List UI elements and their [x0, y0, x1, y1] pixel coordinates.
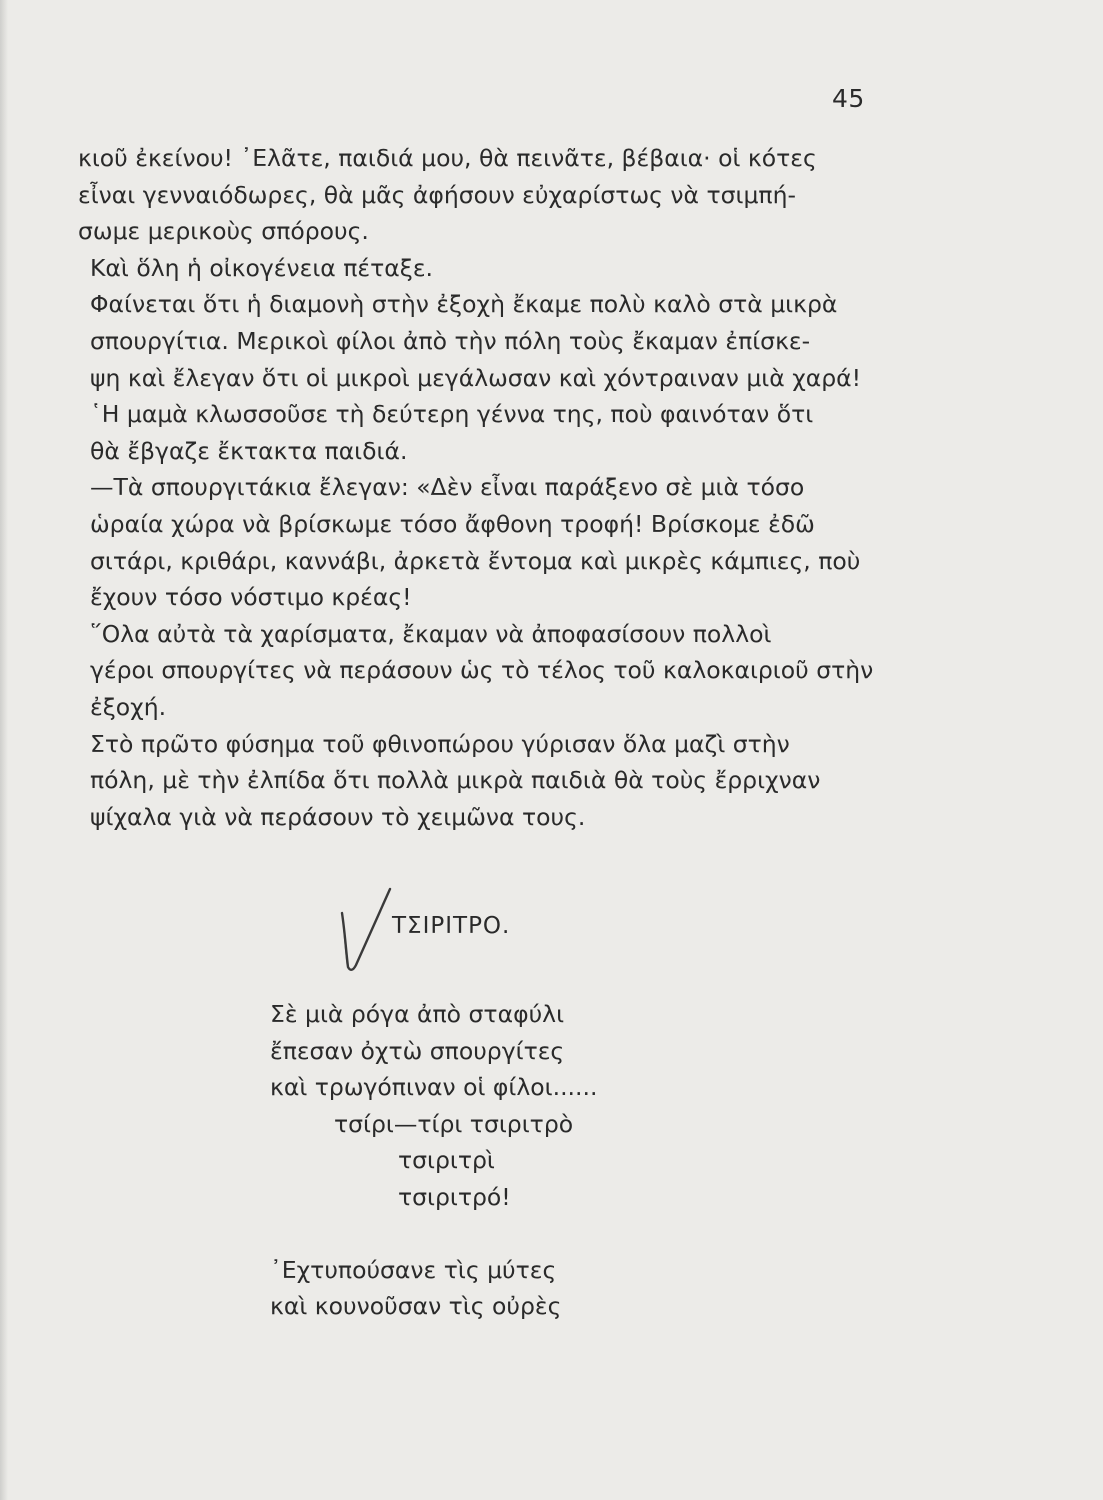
text-line: εἶναι γενναιόδωρες, θὰ μᾶς ἀφήσουν εὐχαρίστως νὰ τσιμπή-	[78, 180, 796, 209]
poem	[270, 996, 597, 1325]
text-line: Στὸ πρῶτο φύσημα τοῦ φθινοπώρου γύρισαν ὅλα μαζὶ στὴν	[90, 729, 790, 758]
paragraph	[78, 469, 900, 615]
verse-line: τσιριτρὶ	[398, 1146, 495, 1175]
text-line: γέροι σπουργίτες νὰ περάσουν ὡς τὸ τέλος τοῦ καλοκαιριοῦ στὴν	[90, 656, 874, 685]
text-line: ῞Ολα αὐτὰ τὰ χαρίσματα, ἔκαμαν νὰ ἀποφασίσουν πολλοὶ	[90, 619, 772, 648]
verse-line: ᾿Εχτυπούσανε τὶς μύτες	[270, 1255, 557, 1284]
verse-line: τσιριτρό!	[398, 1182, 511, 1211]
decorative-initial-v	[336, 885, 396, 975]
text-line: —Τὰ σπουργιτάκια ἔλεγαν: «Δὲν εἶναι παράξενο σὲ μιὰ τόσο	[90, 473, 805, 502]
verse-line: Σὲ μιὰ ρόγα ἀπὸ σταφύλι	[270, 1000, 565, 1028]
paragraph	[78, 286, 900, 396]
text-line: ὡραία χώρα νὰ βρίσκωμε τόσο ἄφθονη τροφή! Βρίσκομε ἐδῶ	[90, 509, 815, 538]
verse-line: τσίρι—τίρι τσιριτρὸ	[334, 1109, 574, 1138]
text-line: ἔχουν τόσο νόστιμο κρέας!	[90, 583, 412, 612]
text-line: ἐξοχή.	[90, 692, 167, 721]
paragraph	[78, 726, 900, 836]
body-text	[78, 140, 900, 835]
stanza-gap	[270, 1216, 597, 1252]
verse-line: καὶ κουνοῦσαν τὶς οὐρὲς	[270, 1292, 562, 1321]
verse-line: καὶ τρωγόπιναν οἱ φίλοι......	[270, 1073, 598, 1102]
text-line: πόλη, μὲ τὴν ἐλπίδα ὅτι πολλὰ μικρὰ παιδιὰ θὰ τοὺς ἔρριχναν	[90, 766, 821, 795]
verse-line: ἔπεσαν ὀχτὼ σπουργίτες	[270, 1036, 565, 1065]
text-line: Φαίνεται ὅτι ἡ διαμονὴ στὴν ἐξοχὴ ἔκαμε πολὺ καλὸ στὰ μικρὰ	[90, 290, 838, 319]
text-line: κιοῦ ἐκείνου! ᾿Ελᾶτε, παιδιά μου, θὰ πεινᾶτε, βέβαια· οἱ κότες	[78, 144, 817, 172]
text-line: ψίχαλα γιὰ νὰ περάσουν τὸ χειμῶνα τους.	[90, 802, 586, 831]
text-line: ψη καὶ ἔλεγαν ὅτι οἱ μικροὶ μεγάλωσαν καὶ χόντραιναν μιὰ χαρά!	[90, 363, 862, 392]
text-line: Καὶ ὅλη ἡ οἰκογένεια πέταξε.	[90, 253, 434, 282]
text-line: σπουργίτια. Μερικοὶ φίλοι ἀπὸ τὴν πόλη τοὺς ἔκαμαν ἐπίσκε-	[90, 326, 811, 355]
page-number: 45	[832, 84, 865, 113]
text-line: θὰ ἔβγαζε ἔκτακτα παιδιά.	[90, 436, 408, 465]
text-line: ῾Η μαμὰ κλωσσοῦσε τὴ δεύτερη γέννα της, ποὺ φαινόταν ὅτι	[90, 400, 814, 429]
paragraph	[78, 250, 900, 287]
paragraph	[78, 140, 900, 250]
page-edge-shadow	[0, 0, 8, 1500]
text-line: σωμε μερικοὺς σπόρους.	[78, 217, 369, 246]
paragraph	[78, 396, 900, 469]
paragraph	[78, 616, 900, 726]
heading-title: ΤΣΙΡΙΤΡΟ.	[392, 913, 511, 939]
text-line: σιτάρι, κριθάρι, καννάβι, ἀρκετὰ ἔντομα καὶ μικρὲς κάμπιες, ποὺ	[90, 546, 861, 575]
